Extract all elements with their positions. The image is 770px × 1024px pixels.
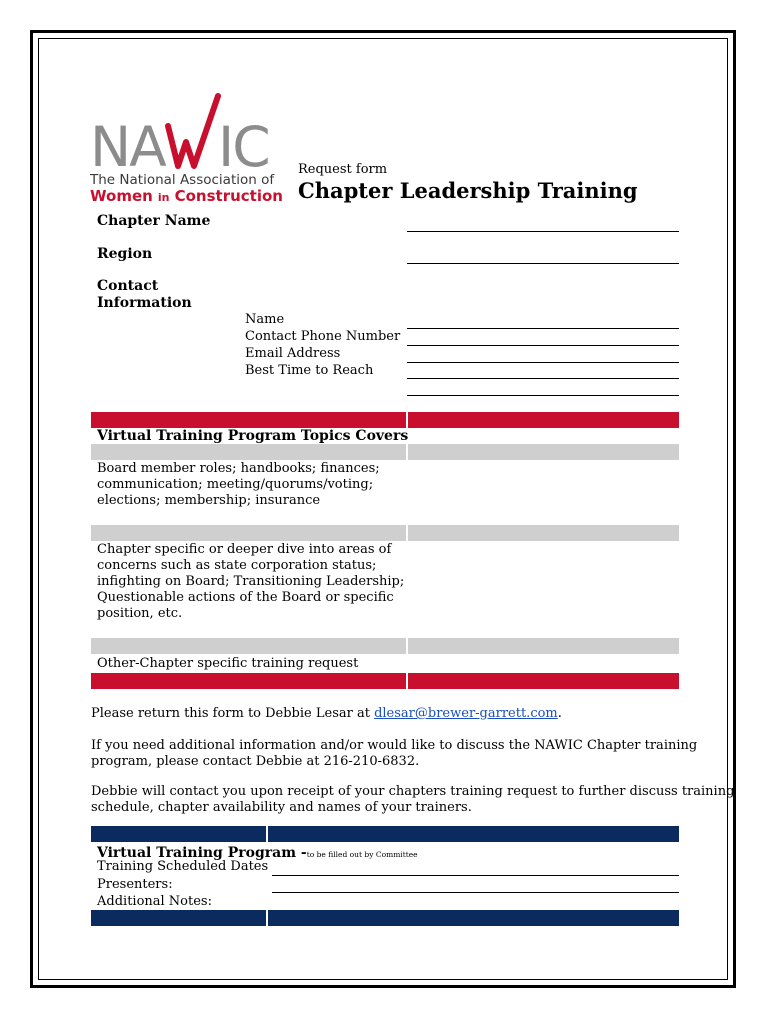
extra-field-line[interactable] — [407, 395, 679, 396]
committee-bottom-bar — [91, 910, 679, 926]
table-divider — [406, 673, 408, 689]
logo-construction: Construction — [174, 187, 283, 205]
phone-label: Contact Phone Number — [245, 329, 401, 344]
best-time-field[interactable] — [407, 378, 679, 379]
topics-row-1 — [97, 461, 380, 509]
training-dates-label: Training Scheduled Dates — [97, 859, 269, 874]
region-field[interactable] — [407, 263, 679, 264]
topics-row-2-line: infighting on Board; Transitioning Leadership; — [97, 574, 405, 589]
contact-info-label-2: Information — [97, 295, 192, 311]
presenters-label: Presenters: — [97, 877, 173, 892]
logo-tagline-2 — [90, 186, 283, 205]
info-line: program, please contact Debbie at 216-210-6832. — [91, 754, 420, 769]
info-paragraph — [91, 738, 697, 770]
contact-line: Debbie will contact you upon receipt of your chapters training request to further discuss training — [91, 784, 735, 799]
topics-row-2-line: Questionable actions of the Board or specific — [97, 590, 394, 605]
committee-top-bar — [91, 826, 679, 842]
best-time-label: Best Time to Reach — [245, 363, 374, 378]
topics-row-2-line: position, etc. — [97, 606, 183, 621]
logo-in: in — [157, 191, 170, 204]
topics-row-2-line: Chapter specific or deeper dive into areas of — [97, 542, 392, 557]
name-label: Name — [245, 312, 285, 327]
committee-divider — [266, 910, 268, 926]
table-divider — [406, 444, 408, 460]
committee-divider — [266, 826, 268, 842]
contact-info-label-1: Contact — [97, 278, 159, 294]
return-suffix: . — [557, 706, 562, 721]
committee-note: to be filled out by Committee — [306, 850, 418, 859]
additional-notes-label: Additional Notes: — [97, 894, 212, 909]
chapter-name-field[interactable] — [407, 231, 679, 232]
svg-text:IC: IC — [218, 115, 269, 172]
email-link[interactable]: dlesar@brewer-garrett.com — [374, 706, 558, 721]
logo-tagline-1: The National Association of — [90, 172, 275, 188]
contact-paragraph — [91, 784, 734, 816]
svg-text:NA: NA — [90, 115, 165, 172]
topics-row-2-line: concerns such as state corporation status; — [97, 558, 377, 573]
topics-row-1-line: communication; meeting/quorums/voting; — [97, 477, 374, 492]
topics-heading: Virtual Training Program Topics Covers — [97, 428, 409, 444]
logo-women: Women — [90, 187, 153, 205]
chapter-name-label: Chapter Name — [97, 213, 211, 229]
table-bottom-bar — [91, 673, 679, 689]
nawic-logo-mark — [90, 92, 275, 172]
topics-row-1-line: elections; membership; insurance — [97, 493, 321, 508]
region-label: Region — [97, 246, 153, 262]
topics-row-2 — [97, 542, 404, 622]
topics-row-3: Other-Chapter specific training request — [97, 656, 359, 671]
training-dates-field[interactable] — [272, 875, 679, 876]
info-line: If you need additional information and/or would like to discuss the NAWIC Chapter training — [91, 738, 698, 753]
table-divider — [406, 412, 408, 428]
topics-row-3-bar — [91, 638, 679, 654]
presenters-field[interactable] — [272, 892, 679, 893]
committee-heading-text: Virtual Training Program - — [97, 845, 307, 861]
topics-row-2-bar — [91, 525, 679, 541]
return-instructions — [91, 706, 562, 722]
request-form-label: Request form — [298, 162, 388, 177]
email-field[interactable] — [407, 362, 679, 363]
topics-row-1-line: Board member roles; handbooks; finances; — [97, 461, 380, 476]
contact-line: schedule, chapter availability and names of your trainers. — [91, 800, 472, 815]
name-field[interactable] — [407, 328, 679, 329]
page-title: Chapter Leadership Training — [298, 178, 638, 203]
email-label: Email Address — [245, 346, 341, 361]
table-divider — [406, 525, 408, 541]
topics-row-1-bar — [91, 444, 679, 460]
return-text: Please return this form to Debbie Lesar at — [91, 706, 375, 721]
table-divider — [406, 638, 408, 654]
phone-field[interactable] — [407, 345, 679, 346]
table-top-bar — [91, 412, 679, 428]
